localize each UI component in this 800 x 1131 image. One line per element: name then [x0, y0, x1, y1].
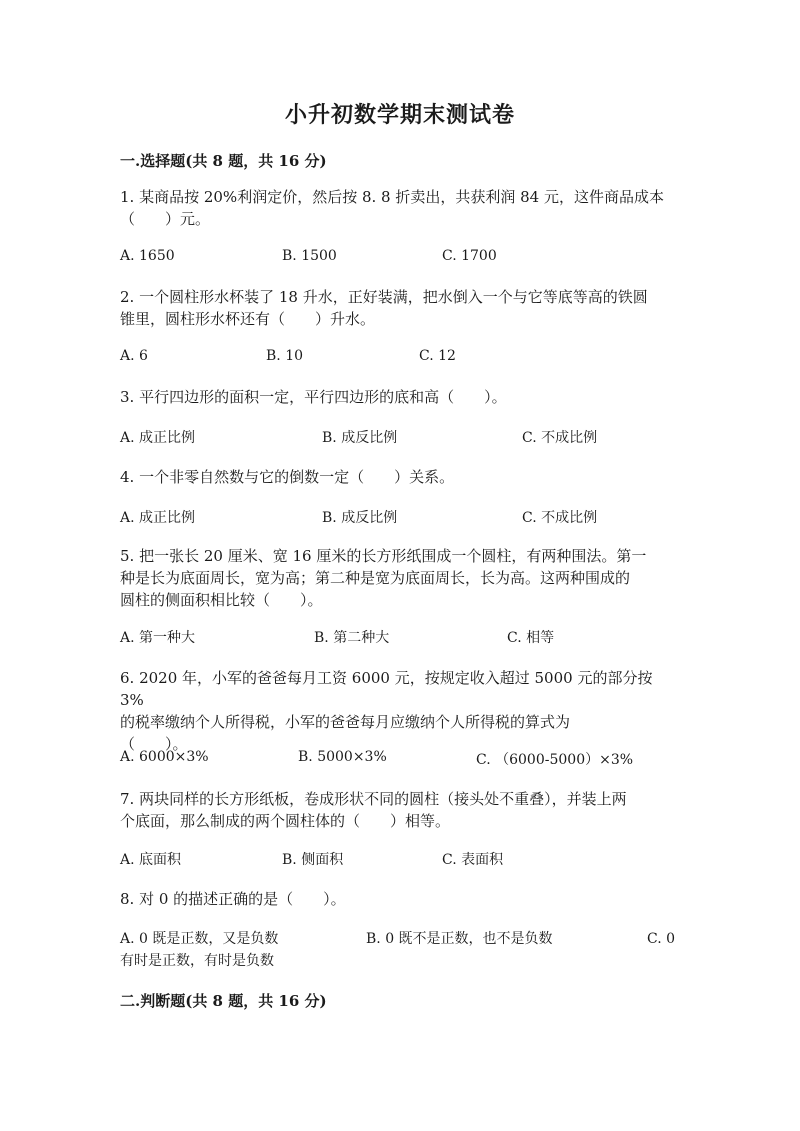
question-line: （ ）。: [120, 735, 188, 753]
question-line: 5. 把一张长 20 厘米、宽 16 厘米的长方形纸围成一个圆柱，有两种围法。第一: [120, 547, 647, 565]
question-line: 种是长为底面周长，宽为高；第二种是宽为底面周长，长为高。这两种围成的: [120, 569, 631, 587]
option-b: B. 0 既不是正数，也不是负数: [366, 931, 553, 947]
question-line: 4. 一个非零自然数与它的倒数一定（ ）关系。: [120, 468, 455, 486]
options-5: [120, 627, 680, 649]
option-c: C. 0: [647, 931, 676, 947]
options-4: [120, 507, 680, 529]
question-line: 2. 一个圆柱形水杯装了 18 升水，正好装满，把水倒入一个与它等底等高的铁圆: [120, 288, 648, 306]
option-a: A. 0 既是正数，又是负数: [120, 931, 279, 947]
option-a: A. 底面积: [120, 852, 182, 868]
section-heading-judgement: 二.判断题(共 8 题，共 16 分): [120, 992, 327, 1010]
option-b: B. 成反比例: [322, 430, 398, 446]
question-5: [120, 545, 680, 611]
option-a: A. 第一种大: [120, 630, 196, 646]
question-line: 个底面，那么制成的两个圆柱体的（ ）相等。: [120, 812, 451, 830]
question-line: 8. 对 0 的描述正确的是（ ）。: [120, 890, 346, 908]
option-a: A. 6000×3%: [120, 749, 209, 765]
question-2: [120, 286, 680, 330]
option-a: A. 成正比例: [120, 510, 196, 526]
option-b: B. 1500: [282, 248, 337, 264]
option-a: A. 1650: [120, 248, 175, 264]
options-7: [120, 849, 680, 871]
option-c: C. 相等: [507, 630, 555, 646]
question-line: 7. 两块同样的长方形纸板，卷成形状不同的圆柱（接头处不重叠），并装上两: [120, 790, 627, 808]
options-1: [120, 248, 680, 270]
option-b: B. 第二种大: [314, 630, 390, 646]
question-line: 锥里，圆柱形水杯还有（ ）升水。: [120, 310, 376, 328]
options-3: [120, 427, 680, 449]
option-a: A. 成正比例: [120, 430, 196, 446]
option-c: C. 1700: [442, 248, 497, 264]
question-3: [120, 386, 680, 408]
question-line: 1. 某商品按 20%利润定价，然后按 8. 8 折卖出，共获利润 84 元，这件商品成本: [120, 188, 664, 206]
question-line: 3. 平行四边形的面积一定，平行四边形的底和高（ ）。: [120, 388, 507, 406]
options-2: [120, 348, 680, 370]
option-a: A. 6: [120, 348, 148, 364]
option-c: C. （6000-5000）×3%: [476, 752, 634, 768]
question-line: 的税率缴纳个人所得税，小军的爸爸每月应缴纳个人所得税的算式为: [120, 713, 571, 731]
option-c: C. 不成比例: [522, 430, 598, 446]
option-c-continuation: 有时是正数，有时是负数: [120, 953, 274, 969]
option-c: C. 表面积: [442, 852, 504, 868]
question-1: [120, 186, 680, 230]
question-line: 圆柱的侧面积相比较（ ）。: [120, 591, 323, 609]
option-b: B. 侧面积: [282, 852, 344, 868]
question-4: [120, 466, 680, 488]
question-7: [120, 788, 680, 832]
options-6: [120, 749, 680, 771]
option-b: B. 10: [266, 348, 304, 364]
question-6: [120, 667, 680, 755]
question-line: （ ）元。: [120, 210, 211, 228]
option-c: C. 不成比例: [522, 510, 598, 526]
section-heading-choice: 一.选择题(共 8 题，共 16 分): [120, 152, 327, 170]
option-c: C. 12: [419, 348, 456, 364]
options-8: [120, 928, 680, 972]
page-title: 小升初数学期末测试卷: [284, 102, 515, 128]
question-8: [120, 888, 680, 910]
option-b: B. 5000×3%: [298, 749, 387, 765]
option-b: B. 成反比例: [322, 510, 398, 526]
question-line: 6. 2020 年，小军的爸爸每月工资 6000 元，按规定收入超过 5000 元的部分按 3%: [120, 669, 653, 709]
